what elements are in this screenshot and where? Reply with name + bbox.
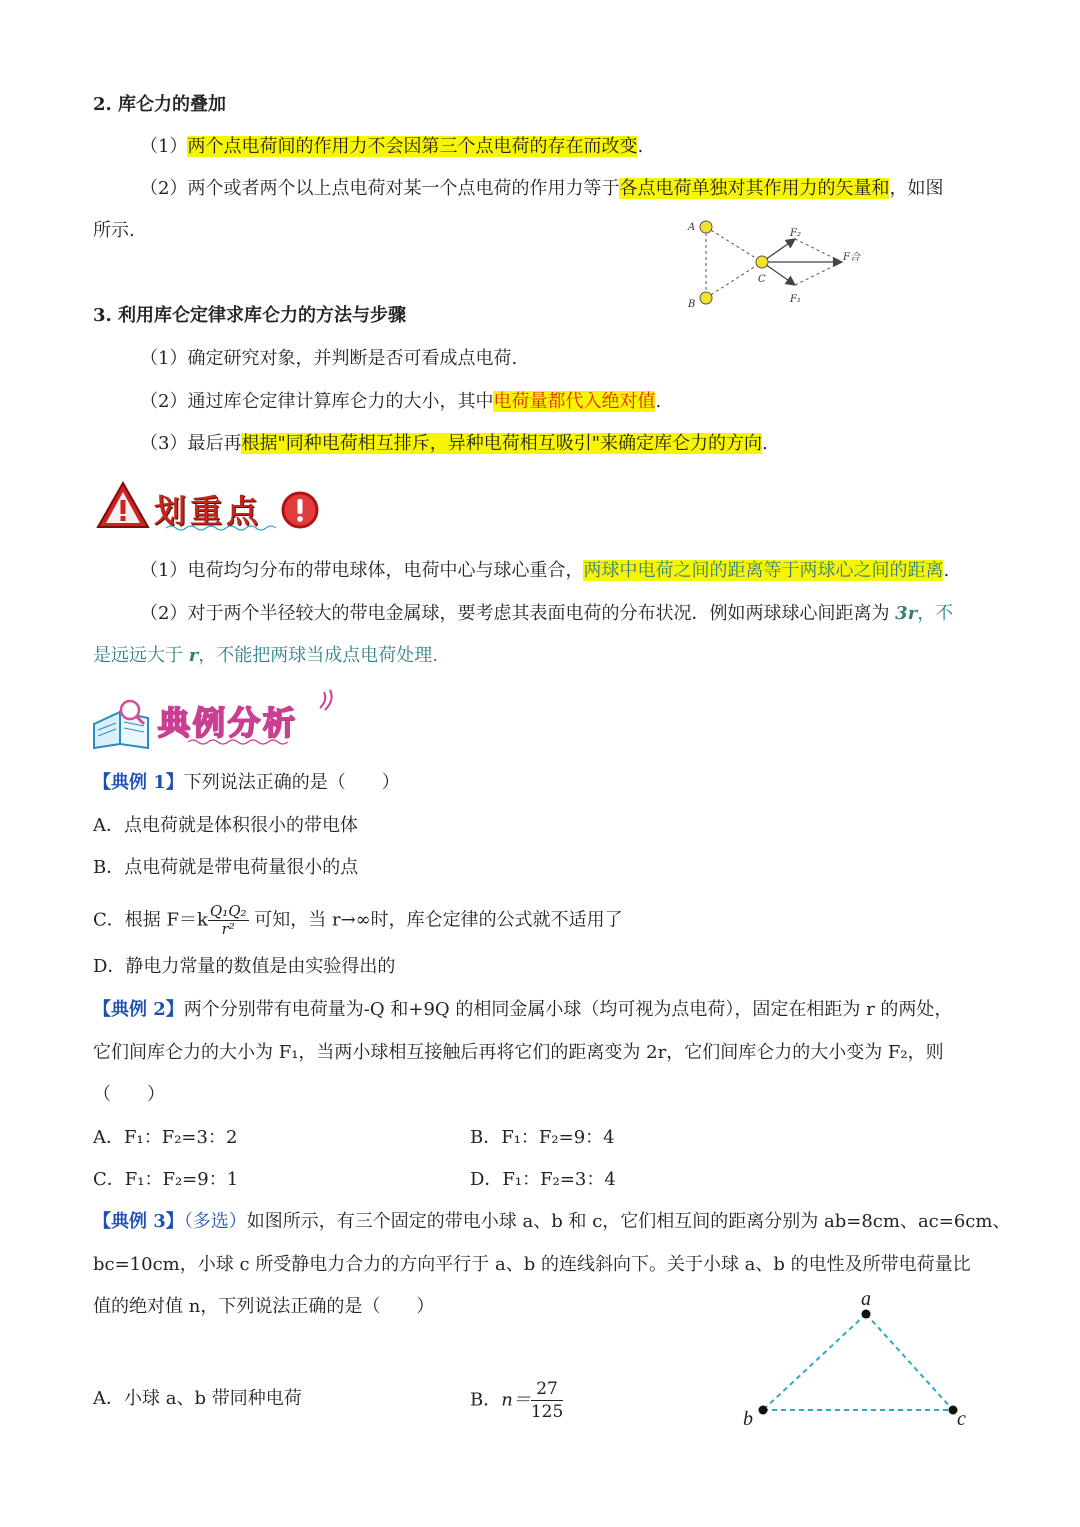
section-2-title: 2. 库仑力的叠加 (93, 94, 227, 115)
label-b: B (688, 299, 696, 310)
ab-side (763, 1314, 866, 1410)
charge-a (700, 221, 712, 233)
s3-point-1: （1）确定研究对象，并判断是否可看成点电荷. (140, 348, 518, 369)
key-point-1: （1）电荷均匀分布的带电球体，电荷中心与球心重合，两球中电荷之间的距离等于两球心之间的距离. (140, 560, 950, 581)
book-icon (90, 694, 156, 750)
coulomb-fraction: $\frac{\text{Q₁Q₂}}{\text{r²}}$ (209, 902, 247, 938)
warning-triangle-icon (96, 480, 150, 530)
label-f2: F₂ (790, 228, 801, 239)
charge-b (700, 292, 712, 304)
example-3-line-3: 值的绝对值 n，下列说法正确的是（ ） (93, 1296, 435, 1317)
s3-point-2: （2）通过库仑定律计算库仑力的大小，其中电荷量都代入绝对值. (140, 391, 662, 412)
exclamation-circle-icon (280, 490, 320, 530)
example-1-stem: 【典例 1】下列说法正确的是（ ） (93, 772, 400, 793)
label-fsum: F合 (843, 252, 860, 263)
example-1-option-d: D．静电力常量的数值是由实验得出的 (93, 956, 396, 977)
example-1-option-c: C．根据 F＝k $\frac{\text{Q₁Q₂}}{\text{r²}}$ 可知，当 r→∞时，库仑定律的公式就不适用了 (93, 902, 623, 938)
label-a: A (688, 222, 696, 233)
label-a: a (861, 1288, 871, 1310)
example-2-line-1: 【典例 2】两个分别带有电荷量为-Q 和+9Q 的相同金属小球（均可视为点电荷），固定在相距为 r 的两处， (93, 999, 953, 1020)
signal-waves-icon (316, 688, 340, 712)
example-2-option-d: D．F₁：F₂=3：4 (470, 1169, 616, 1190)
ac-side (866, 1314, 953, 1410)
s2-point-2-cont: 所示. (93, 220, 135, 241)
force-superposition-figure (680, 212, 870, 312)
key-points-title: 划重点 (154, 492, 263, 530)
ball-a (862, 1310, 871, 1319)
example-2-option-c: C．F₁：F₂=9：1 (93, 1169, 239, 1190)
key-points-banner (96, 480, 336, 536)
example-2-option-b: B．F₁：F₂=9：4 (470, 1127, 615, 1148)
s2-point-1: （1）两个点电荷间的作用力不会因第三个点电荷的存在而改变. (140, 136, 644, 157)
s2-point-2: （2）两个或者两个以上点电荷对某一个点电荷的作用力等于各点电荷单独对其作用力的矢量和，如图 (140, 178, 944, 199)
example-1-option-a: A．点电荷就是体积很小的带电体 (93, 815, 358, 836)
ball-b (759, 1406, 768, 1415)
label-b: b (743, 1408, 753, 1430)
examples-title: 典例分析 (158, 704, 299, 742)
section-3-title: 3. 利用库仑定律求库仑力的方法与步骤 (93, 305, 407, 326)
examples-banner (90, 688, 350, 752)
s3-point-3: （3）最后再根据"同种电荷相互排斥，异种电荷相互吸引"来确定库仑力的方向. (140, 433, 768, 454)
example-3-line-1: 【典例 3】（多选）如图所示，有三个固定的带电小球 a、b 和 c，它们相互间的距离分别为 ab=8cm、ac=6cm、 (93, 1211, 1011, 1232)
charge-c (756, 256, 768, 268)
bc-dashed-line (706, 262, 762, 298)
label-c: c (957, 1408, 966, 1430)
example-1-option-b: B．点电荷就是带电荷量很小的点 (93, 857, 359, 878)
key-point-2-cont: 是远远大于 r，不能把两球当成点电荷处理. (93, 645, 438, 666)
example-3-option-b: B．n＝ $\frac{27}{125}$ (470, 1379, 564, 1422)
example-2-option-a: A．F₁：F₂=3：2 (93, 1127, 238, 1148)
triangle-abc-figure (735, 1285, 975, 1435)
example-3-option-a: A．小球 a、b 带同种电荷 (93, 1388, 302, 1409)
key-point-2: （2）对于两个半径较大的带电金属球，要考虑其表面电荷的分布状况．例如两球球心间距离为 3r，不 (140, 603, 954, 624)
ac-dashed-line (706, 227, 762, 262)
ratio-fraction: $\frac{27}{125}$ (530, 1379, 564, 1422)
example-2-line-2: 它们间库仑力的大小为 F₁，当两小球相互接触后再将它们的距离变为 2r，它们间库仑力的大小变为 F₂，则 (93, 1042, 944, 1063)
banner-underline (188, 738, 288, 746)
banner-underline (166, 524, 276, 532)
example-3-line-2: bc=10cm，小球 c 所受静电力合力的方向平行于 a、b 的连线斜向下。关于小球 a、b 的电性及所带电荷量比 (93, 1254, 971, 1275)
label-f1: F₁ (790, 294, 801, 305)
example-2-line-3: （ ） (93, 1084, 165, 1105)
label-c: C (758, 274, 766, 285)
